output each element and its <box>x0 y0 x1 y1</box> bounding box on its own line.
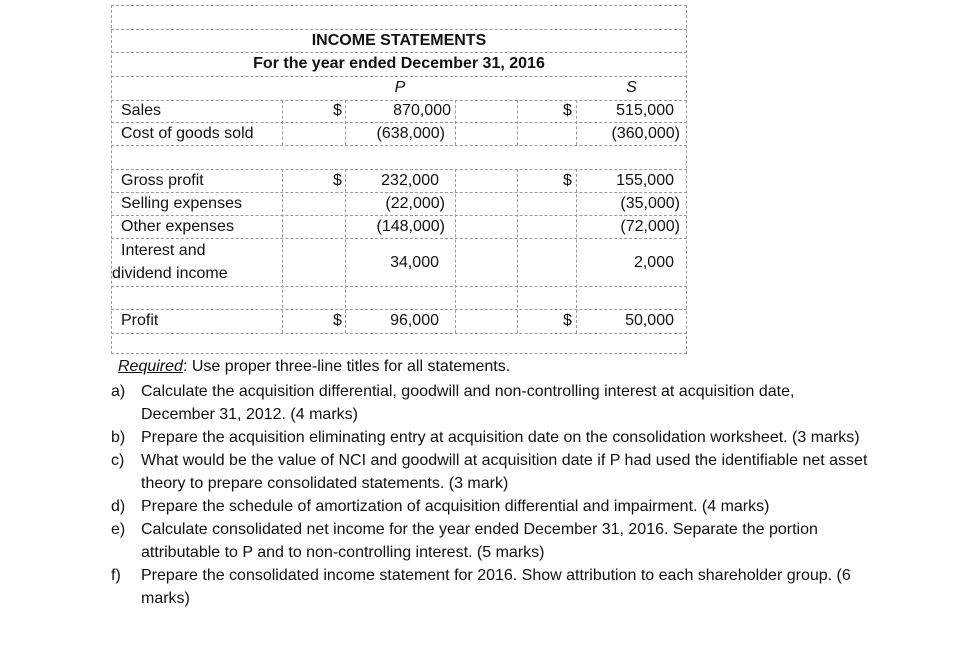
value-s-selling-expenses: (35,000) <box>620 195 680 212</box>
question-text: What would be the value of NCI and goodwill at acquisition date if P had used the identifiable net asset theory to prepare consolidated statements. (3 mark) <box>141 452 868 492</box>
value-s-other-expenses: (72,000) <box>620 218 680 235</box>
row-label-selling-expenses: Selling expenses <box>121 195 242 212</box>
gridline <box>111 76 687 77</box>
gridline <box>111 309 687 310</box>
currency-symbol: $ <box>333 312 342 329</box>
value-s-cogs: (360,000) <box>611 125 680 142</box>
gridline <box>111 192 687 193</box>
row-label-interest-line2: dividend income <box>112 265 228 282</box>
value-p-profit: 96,000 <box>390 312 439 329</box>
value-p-interest: 34,000 <box>390 254 439 271</box>
currency-symbol: $ <box>563 312 572 329</box>
gridline <box>517 169 518 333</box>
gridline <box>111 333 687 334</box>
question-letter: c) <box>111 452 125 469</box>
gridline <box>455 100 456 145</box>
question-letter: e) <box>111 521 126 538</box>
currency-symbol: $ <box>333 172 342 189</box>
value-p-gross-profit: 232,000 <box>381 172 439 189</box>
question-text: Prepare the consolidated income statement for 2016. Show attribution to each shareholder group. (6 marks) <box>141 567 851 607</box>
question-text: Calculate consolidated net income for the year ended December 31, 2016. Separate the portion attributable to P and to non-controlling interest. (5 marks) <box>141 521 818 561</box>
currency-symbol: $ <box>563 102 572 119</box>
row-label-other-expenses: Other expenses <box>121 218 234 235</box>
value-s-interest: 2,000 <box>633 254 674 271</box>
column-header-s: S <box>626 79 637 96</box>
row-label-gross-profit: Gross profit <box>121 172 204 189</box>
statement-title: INCOME STATEMENTS <box>311 32 487 49</box>
question-item <box>111 426 871 449</box>
gridline <box>111 29 687 30</box>
value-p-sales: 870,000 <box>393 102 451 119</box>
row-label-profit: Profit <box>121 312 159 329</box>
required-heading: Required <box>118 358 183 375</box>
gridline <box>111 238 687 239</box>
question-letter: a) <box>111 383 126 400</box>
gridline <box>111 122 687 123</box>
question-item <box>111 518 871 564</box>
question-item <box>111 449 871 495</box>
gridline <box>517 100 518 145</box>
value-s-gross-profit: 155,000 <box>616 172 674 189</box>
statement-subtitle: For the year ended December 31, 2016 <box>253 55 545 72</box>
question-letter: b) <box>111 429 126 446</box>
value-s-sales: 515,000 <box>616 102 674 119</box>
question-text: Calculate the acquisition differential, goodwill and non-controlling interest at acquisition date, December 31, 2012. (4 marks) <box>141 383 795 423</box>
column-header-p: P <box>394 79 406 96</box>
gridline <box>111 169 687 170</box>
value-p-selling-expenses: (22,000) <box>385 195 445 212</box>
required-intro <box>118 357 510 377</box>
question-list <box>111 380 871 610</box>
row-label-interest-line1: Interest and <box>121 242 206 259</box>
question-text: Prepare the acquisition eliminating entry at acquisition date on the consolidation worksheet. (3 marks) <box>141 429 860 446</box>
gridline <box>282 169 283 333</box>
gridline <box>282 100 283 145</box>
question-item <box>111 380 871 426</box>
gridline <box>455 169 456 333</box>
currency-symbol: $ <box>333 102 342 119</box>
row-label-sales: Sales <box>121 102 162 119</box>
value-p-other-expenses: (148,000) <box>376 218 445 235</box>
value-s-profit: 50,000 <box>625 312 674 329</box>
gridline <box>111 145 687 146</box>
gridline <box>111 286 687 287</box>
question-letter: f) <box>111 567 121 584</box>
gridline <box>111 52 687 53</box>
required-instruction: : Use proper three-line titles for all statements. <box>182 358 511 375</box>
question-item <box>111 495 871 518</box>
value-p-cogs: (638,000) <box>376 125 445 142</box>
question-text: Prepare the schedule of amortization of acquisition differential and impairment. (4 marks) <box>141 498 770 515</box>
currency-symbol: $ <box>563 172 572 189</box>
question-item <box>111 564 871 610</box>
row-label-cogs: Cost of goods sold <box>121 125 254 142</box>
gridline <box>111 215 687 216</box>
question-letter: d) <box>111 498 126 515</box>
